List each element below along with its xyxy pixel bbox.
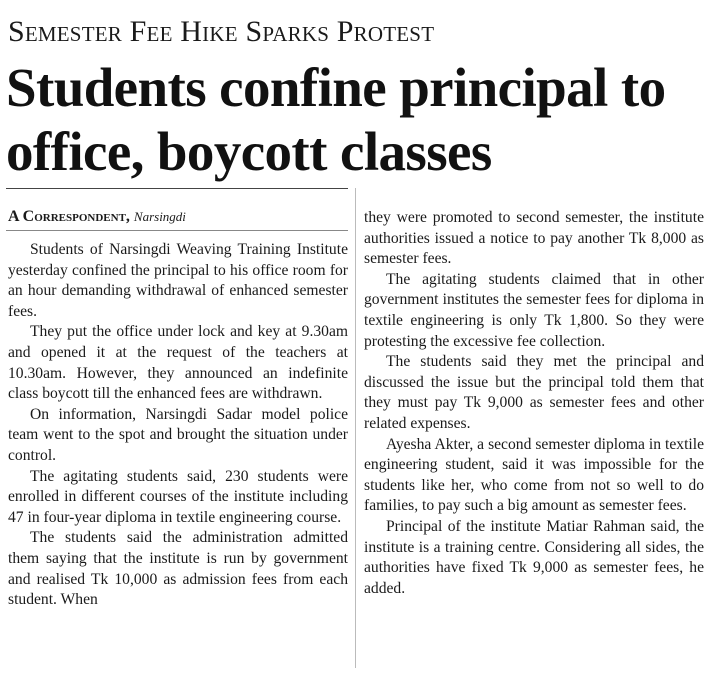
paragraph: The agitating students claimed that in other government institutes the semester fees for diploma in textile engineering is only Tk 1,800. So they were protesting the excessive fee collection. [364,270,704,350]
column-divider [355,188,356,668]
paragraph: The students said they met the principal and discussed the issue but the principal told them that they must pay Tk 9,000 as semester fees and other related expenses. [364,353,704,432]
paragraph: Ayesha Akter, a second semester diploma in textile engineering student, said it was impossible for the students like her, who come from not so well to do families, to pay such a big amount as semester fees. [364,435,704,515]
paragraph: they were promoted to second semester, the institute authorities issued a notice to pay another Tk 8,000 as semester fees. [364,209,704,268]
article-headline: Students confine principal to office, boycott classes [6,57,666,182]
paragraph: Principal of the institute Matiar Rahman said, the institute is a training centre. Considering all sides, the authorities have fixed Tk 9,000 as semester fees, he added. [364,517,704,597]
paragraph: They put the office under lock and key at 9.30am and opened it at the request of the teachers at 10.30am. However, they announced an indefinite class boycott till the enhanced fees are withdrawn. [8,323,348,403]
byline-location: Narsingdi [133,209,186,224]
article-column-2 [364,208,704,599]
byline-divider [6,230,348,231]
article-kicker: Semester Fee Hike Sparks Protest [8,15,435,48]
paragraph: On information, Narsingdi Sadar model police team went to the spot and brought the situation under control. [8,405,348,464]
headline-divider [6,188,348,189]
paragraph: The students said the administration admitted them saying that the institute is run by government and realised Tk 10,000 as admission fees from each student. When [8,529,348,609]
paragraph: Students of Narsingdi Weaving Training Institute yesterday confined the principal to his office room for an hour demanding withdrawal of enhanced semester fees. [8,241,348,320]
byline-author: A Correspondent, [8,208,130,225]
byline [8,207,186,227]
paragraph: The agitating students said, 230 students were enrolled in different courses of the institute including 47 in four-year diploma in textile engineering course. [8,467,348,526]
article-column-1 [8,240,348,611]
